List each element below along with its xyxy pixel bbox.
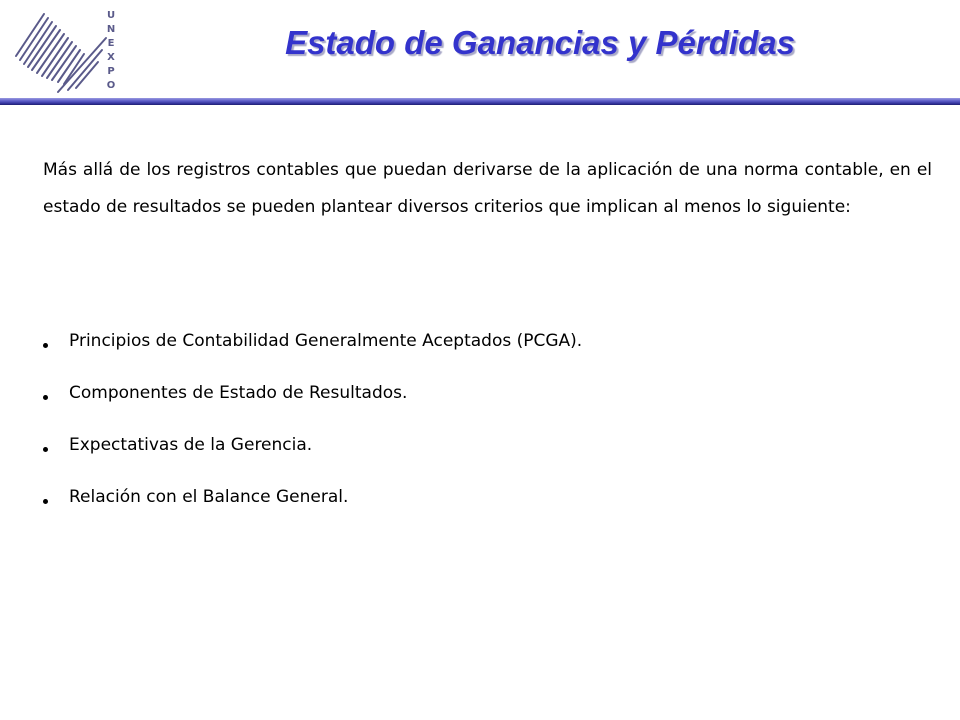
bullet-item-relacion [40, 479, 920, 531]
unexpo-logo [10, 4, 130, 96]
logo-letter-x: X [107, 52, 115, 63]
bullet-list [40, 323, 920, 531]
bullet-text: Expectativas de la Gerencia. [69, 435, 313, 455]
bullet-text: Componentes de Estado de Resultados. [69, 383, 408, 403]
title-divider [0, 98, 960, 105]
bullet-item-pcga [40, 323, 920, 375]
bullet-dot-icon [43, 499, 48, 504]
logo-letter-o: O [106, 80, 116, 91]
bullet-dot-icon [43, 343, 48, 348]
bullet-item-componentes [40, 375, 920, 427]
bullet-text: Principios de Contabilidad Generalmente Aceptados (PCGA). [69, 331, 583, 351]
bullet-dot-icon [43, 447, 48, 452]
logo-letter-e: E [107, 38, 115, 49]
logo-letter-u: U [106, 10, 116, 21]
slide-title: Estado de Ganancias y Pérdidas [285, 24, 795, 61]
logo-letter-n: N [106, 24, 116, 35]
bullet-text: Relación con el Balance General. [69, 487, 349, 507]
unexpo-logo-mark [10, 4, 130, 96]
bullet-item-expectativas [40, 427, 920, 479]
logo-letter-p: P [107, 66, 115, 77]
bullet-dot-icon [43, 395, 48, 400]
intro-paragraph: Más allá de los registros contables que puedan derivarse de la aplicación de una norma contable, en el estado de resultados se pueden plantear diversos criterios que implican al menos lo siguiente: [43, 160, 932, 217]
